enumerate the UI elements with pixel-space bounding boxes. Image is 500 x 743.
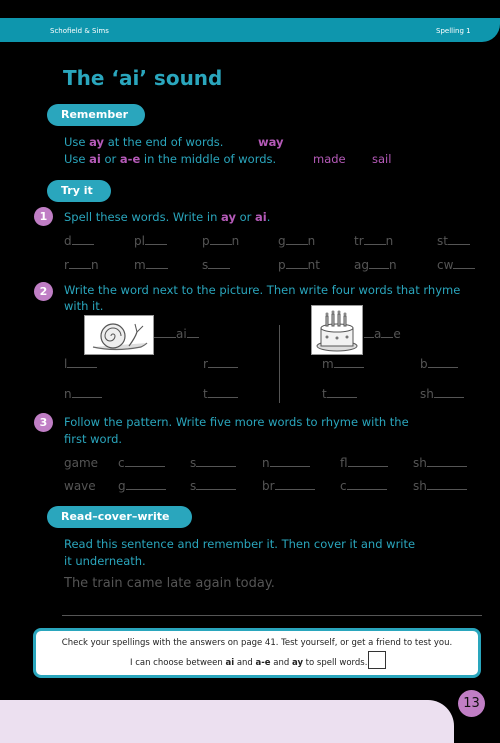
rhyme-snail[interactable]: n [64,387,102,401]
q1-item[interactable]: m [134,258,168,272]
question-3-prompt-line-1: Follow the pattern. Write five more words to rhyme with the [64,415,409,429]
rcw-sentence: The train came late again today. [64,576,275,591]
remember-label: Remember [47,104,145,126]
q1-item[interactable]: ag n [354,258,397,272]
rhyme-cake[interactable]: t [322,387,357,401]
q3-item[interactable]: c [340,479,387,493]
book-title: Spelling 1 [436,27,471,35]
snail-picture [84,315,154,355]
q1-item[interactable]: d [64,234,94,248]
question-1-prompt: Spell these words. Write in ay or ai. [64,210,271,224]
rhyme-snail[interactable]: t [203,387,238,401]
q3-item[interactable]: fl [340,456,388,470]
q3-item[interactable]: s [190,479,236,493]
q3-item[interactable]: br [262,479,315,493]
q3-item[interactable]: c [118,456,165,470]
remember-line-2: Use ai or a-e in the middle of words. [64,152,277,166]
question-2-prompt-line-2: with it. [64,299,104,313]
check-instructions: Check your spellings with the answers on page 41. Test yourself, or get a friend to test you. [61,638,453,648]
header-bar [0,18,500,42]
q1-item[interactable]: s [202,258,230,272]
rhyme-cake[interactable]: m [322,357,364,371]
divider-line [279,325,280,403]
q1-item[interactable]: tr n [354,234,394,248]
question-3-number: 3 [34,413,53,432]
q1-item[interactable]: p nt [278,258,320,272]
self-check-checkbox[interactable] [368,651,386,669]
q3-item[interactable]: sh [413,456,467,470]
rcw-prompt-line-1: Read this sentence and remember it. Then cover it and write [64,537,416,551]
example-way: way [258,135,284,149]
question-2-prompt-line-1: Write the word next to the picture. Then write four words that rhyme [64,283,461,297]
question-2-number: 2 [34,282,53,301]
q3-item[interactable]: s [190,456,236,470]
q3-first-word: wave [64,479,96,493]
example-sail: sail [372,152,392,166]
remember-line-1: Use ay at the end of words. [64,135,224,149]
q1-item[interactable]: pl [134,234,167,248]
rhyme-snail[interactable]: r [203,357,238,371]
q3-item[interactable]: n [262,456,310,470]
cake-answer[interactable]: a e [364,327,401,341]
check-box-panel [33,628,481,678]
question-3-prompt-line-2: first word. [64,432,123,446]
rhyme-snail[interactable]: l [64,357,97,371]
q3-item[interactable]: g [118,479,166,493]
page-number: 13 [458,690,485,717]
q3-first-word: game [64,456,99,470]
q3-item[interactable]: sh [413,479,467,493]
q1-item[interactable]: cw [437,258,475,272]
cake-picture [311,305,363,355]
self-check-statement: I can choose between ai and a-e and ay to spell words. [130,658,368,668]
q1-item[interactable]: st [437,234,470,248]
q1-item[interactable]: r n [64,258,99,272]
example-made: made [313,152,346,166]
publisher-name: Schofield & Sims [50,27,109,35]
read-cover-write-label: Read–cover–write [47,506,192,528]
bottom-band [0,700,454,743]
question-1-number: 1 [34,207,53,226]
page-title: The ‘ai’ sound [63,66,223,90]
try-it-label: Try it [47,180,111,202]
snail-answer[interactable]: ai [154,327,199,341]
rcw-prompt-line-2: it underneath. [64,554,146,568]
q1-item[interactable]: g n [278,234,316,248]
q1-item[interactable]: p n [202,234,240,248]
answer-line[interactable] [62,615,482,616]
rhyme-cake[interactable]: b [420,357,458,371]
rhyme-cake[interactable]: sh [420,387,464,401]
